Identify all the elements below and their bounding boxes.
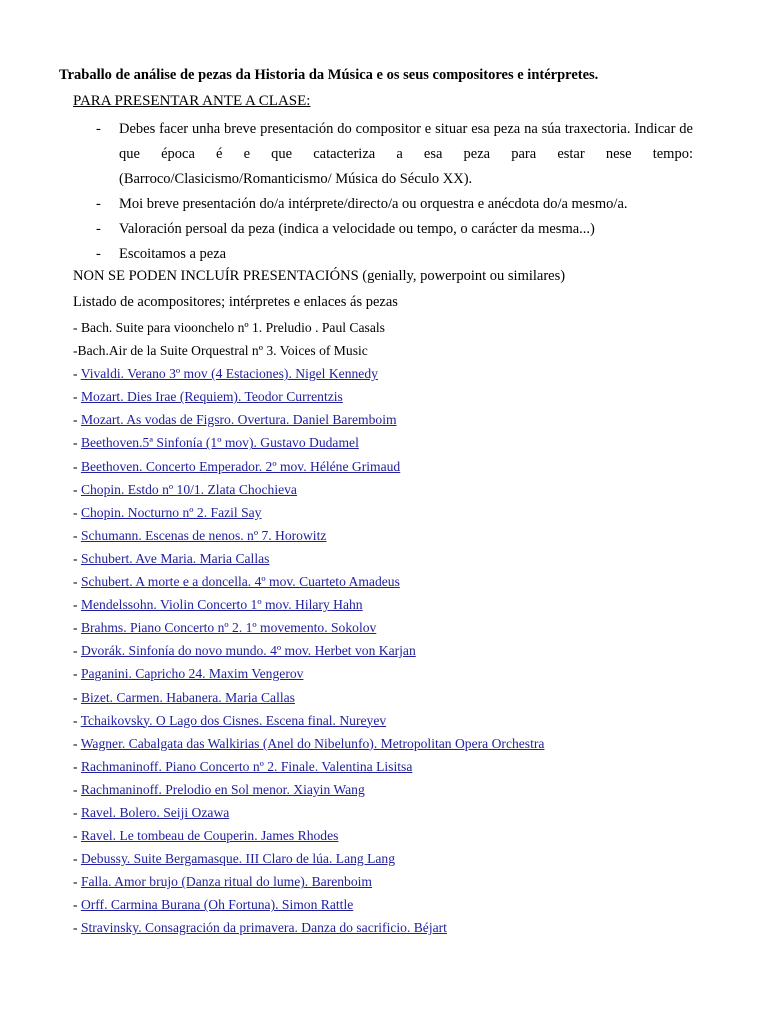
piece-link[interactable]: Beethoven.5ª Sinfonía (1º mov). Gustavo Dudamel <box>80 435 359 451</box>
piece-link[interactable]: Beethoven. Concerto Emperador. 2º mov. Héléne Grimaud <box>80 458 401 474</box>
piece-link[interactable]: Stravinsky. Consagración da primavera. Danza do sacrificio. Béjart <box>80 920 447 936</box>
piece-prefix: - <box>73 804 81 820</box>
piece-prefix: - <box>73 412 81 428</box>
bullet-marker: - <box>96 221 101 237</box>
piece-link[interactable]: Ravel. Le tombeau de Couperin. James Rhodes <box>80 828 339 844</box>
piece-prefix: - <box>73 597 81 613</box>
piece-link[interactable]: Chopin. Estdo nº 10/1. Zlata Chochieva <box>80 481 297 497</box>
piece-prefix: - <box>73 874 81 890</box>
piece-prefix: - <box>73 851 81 867</box>
piece-link[interactable]: Paganini. Capricho 24. Maxim Vengerov <box>80 666 304 682</box>
instruction-text: Valoración persoal da peza (indica a velocidade ou tempo, o carácter da mesma...) <box>119 221 595 237</box>
document-title: Traballo de análise de pezas da Historia da Música e os seus compositores e intérpretes. <box>59 67 599 83</box>
piece-list-item <box>73 362 544 385</box>
piece-prefix: - <box>73 781 81 797</box>
list-heading: Listado de acompositores; intérpretes e enlaces ás pezas <box>73 294 398 310</box>
piece-link[interactable]: Dvorák. Sinfonía do novo mundo. 4º mov. Herbet von Karjan <box>80 643 416 659</box>
piece-list-item <box>73 639 544 662</box>
piece-prefix: - <box>73 897 81 913</box>
instruction-item <box>73 192 693 217</box>
instruction-item <box>73 117 693 192</box>
piece-list-item <box>73 501 544 524</box>
piece-list-item <box>73 847 544 870</box>
piece-link[interactable]: Rachmaninoff. Piano Concerto nº 2. Finale. Valentina Lisitsa <box>80 758 413 774</box>
piece-prefix: - <box>73 550 81 566</box>
piece-link[interactable]: Schubert. A morte e a doncella. 4º mov. Cuarteto Amadeus <box>80 574 400 590</box>
piece-list-item <box>73 755 544 778</box>
piece-list-item <box>73 570 544 593</box>
piece-prefix: - <box>73 458 81 474</box>
piece-text: Bach.Air de la Suite Orquestral nº 3. Voices of Music <box>77 343 368 359</box>
instruction-text: Debes facer unha breve presentación do compositor e situar esa peza na súa traxectoria. Indicar de que época é e que catacteriza a esa peza para estar nese tempo: (Barroco/Clasicismo/Romanticismo/ Música do Século XX). <box>119 121 693 187</box>
piece-link[interactable]: Mozart. As vodas de Figsro. Overtura. Daniel Baremboim <box>80 412 397 428</box>
piece-link[interactable]: Schubert. Ave Maria. Maria Callas <box>80 550 270 566</box>
notice-text: NON SE PODEN INCLUÍR PRESENTACIÓNS (genially, powerpoint ou similares) <box>73 268 566 284</box>
piece-list-item <box>73 709 544 732</box>
piece-list-item <box>73 916 544 939</box>
bullet-marker: - <box>96 121 101 137</box>
piece-list-item <box>73 778 544 801</box>
piece-prefix: - <box>73 735 81 751</box>
piece-list-item <box>73 478 544 501</box>
piece-list-item <box>73 547 544 570</box>
piece-prefix: - <box>73 666 81 682</box>
bullet-marker: - <box>96 196 101 212</box>
piece-list-item <box>73 431 544 454</box>
piece-list-item <box>73 385 544 408</box>
piece-list-item <box>73 824 544 847</box>
piece-prefix: - <box>73 758 81 774</box>
piece-link[interactable]: Bizet. Carmen. Habanera. Maria Callas <box>80 689 295 705</box>
piece-prefix: - <box>73 389 81 405</box>
piece-prefix: - <box>73 689 81 705</box>
piece-prefix: - <box>73 481 81 497</box>
piece-list-item <box>73 408 544 431</box>
piece-list-item <box>73 524 544 547</box>
piece-prefix: - <box>73 643 81 659</box>
piece-link[interactable]: Mozart. Dies Irae (Requiem). Teodor Currentzis <box>80 389 343 405</box>
piece-prefix: - <box>73 527 81 543</box>
piece-prefix: - <box>73 504 81 520</box>
piece-link[interactable]: Ravel. Bolero. Seiji Ozawa <box>80 804 230 820</box>
piece-prefix: - <box>73 320 81 335</box>
instruction-item <box>73 242 693 267</box>
piece-link[interactable]: Orff. Carmina Burana (Oh Fortuna). Simon Rattle <box>80 897 354 913</box>
piece-list-item <box>73 870 544 893</box>
piece-prefix: - <box>73 620 81 636</box>
piece-prefix: - <box>73 828 81 844</box>
piece-prefix: - <box>73 574 81 590</box>
piece-prefix: - <box>73 366 81 382</box>
piece-text: Bach. Suite para vioonchelo nº 1. Preludio . Paul Casals <box>80 320 385 335</box>
instruction-item <box>73 217 693 242</box>
piece-link[interactable]: Chopin. Nocturno nº 2. Fazil Say <box>80 504 262 520</box>
piece-prefix: - <box>73 920 81 936</box>
instruction-text: Escoitamos a peza <box>119 246 227 262</box>
piece-list-item <box>73 732 544 755</box>
piece-link[interactable]: Vivaldi. Verano 3º mov (4 Estaciones). Nigel Kennedy <box>80 366 378 382</box>
section-subheading: PARA PRESENTAR ANTE A CLASE: <box>73 93 311 109</box>
piece-prefix: - <box>73 343 78 359</box>
piece-list-item <box>73 455 544 478</box>
piece-link[interactable]: Wagner. Cabalgata das Walkirias (Anel do Nibelunfo). Metropolitan Opera Orchestra <box>80 735 545 751</box>
piece-prefix: - <box>73 435 81 451</box>
piece-list-item <box>73 686 544 709</box>
piece-link[interactable]: Brahms. Piano Concerto nº 2. 1º movemento. Sokolov <box>80 620 377 636</box>
piece-link[interactable]: Schumann. Escenas de nenos. nº 7. Horowitz <box>80 527 327 543</box>
piece-list-item <box>73 662 544 685</box>
piece-list-item <box>73 801 544 824</box>
piece-link[interactable]: Tchaikovsky. O Lago dos Cisnes. Escena final. Nureyev <box>80 712 387 728</box>
bullet-marker: - <box>96 246 101 262</box>
piece-prefix: - <box>73 712 81 728</box>
piece-list-item <box>73 893 544 916</box>
piece-link[interactable]: Rachmaninoff. Prelodio en Sol menor. Xiayin Wang <box>80 781 365 797</box>
piece-link[interactable]: Mendelssohn. Violin Concerto 1º mov. Hilary Hahn <box>80 597 363 613</box>
piece-list-item <box>73 316 544 339</box>
instructions-list <box>73 117 693 267</box>
piece-link[interactable]: Debussy. Suite Bergamasque. III Claro de lúa. Lang Lang <box>80 851 396 867</box>
piece-list-item <box>73 339 544 362</box>
piece-list-item <box>73 616 544 639</box>
instruction-text: Moi breve presentación do/a intérprete/directo/a ou orquestra e anécdota do/a mesmo/a. <box>119 196 628 212</box>
piece-link[interactable]: Falla. Amor brujo (Danza ritual do lume). Barenboim <box>80 874 372 890</box>
pieces-list <box>73 316 544 940</box>
piece-list-item <box>73 593 544 616</box>
